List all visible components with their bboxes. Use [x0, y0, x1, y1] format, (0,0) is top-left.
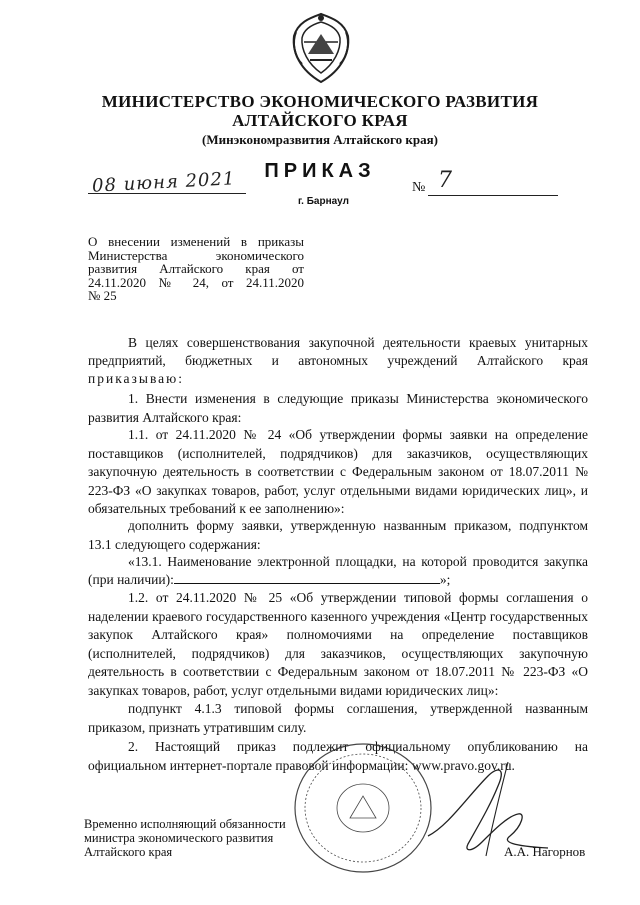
paragraph-1-1: 1.1. от 24.11.2020 № 24 «Об утверждении формы заявки на определение поставщиков (исполнителей, подрядчиков) для заказчиков, осуществляющих закупочную деятельность в соответствии с Федеральным законом от 18.07.2011 № 223-ФЗ «О закупках товаров, работ, услуг отдельными видами юридических лиц», и обязательных требований к ее заполнению»: — [88, 427, 588, 516]
number-underline — [428, 195, 558, 196]
paragraph-13-1-end: »; — [439, 572, 451, 587]
paragraph-1: 1. Внести изменения в следующие приказы Министерства экономического развития Алтайского края: — [88, 391, 588, 425]
coat-of-arms-icon — [288, 12, 354, 84]
order-number: 7 — [438, 168, 452, 193]
paragraph-2: 2. Настоящий приказ подлежит официальному опубликованию на официальном интернет-портале правовой информации: www.pravo.gov.ru. — [88, 739, 588, 773]
order-verb: приказываю: — [88, 371, 184, 386]
signatory-name: А.А. Нагорнов — [504, 844, 586, 859]
paragraph-13-1-start: (при наличии): — [88, 572, 174, 587]
document-title: ПРИКАЗ — [264, 160, 376, 182]
signatory-title-line2: министра экономического развития — [84, 831, 274, 845]
paragraph-13-1-line2 — [88, 571, 588, 590]
ministry-short-name: (Минэкономразвития Алтайского края) — [202, 132, 438, 147]
paragraph-preamble-line2: предприятий, бюджетных и автономных учреждений Алтайского края — [88, 353, 588, 368]
subject-line: 24.11.2020 № 24, от 24.11.2020 — [88, 274, 304, 290]
ministry-name-line2: АЛТАЙСКОГО КРАЯ — [232, 111, 408, 130]
ministry-name-line1: МИНИСТЕРСТВО ЭКОНОМИЧЕСКОГО РАЗВИТИЯ — [101, 92, 539, 111]
city: г. Барнаул — [298, 196, 349, 207]
subject-line: № 25 — [88, 288, 117, 303]
order-date: 08 июня 2021 — [91, 168, 236, 197]
paragraph-amendment-intro: дополнить форму заявки, утвержденную названным приказом, подпунктом 13.1 следующего содержания: — [88, 518, 588, 552]
subject-line: Министерства экономического — [88, 247, 304, 263]
order-number-label: № — [412, 180, 426, 195]
paragraph-1-2: 1.2. от 24.11.2020 № 25 «Об утверждении типовой формы соглашения о наделении краевого государственного казенного учреждения «Центр государственных закупок Алтайского края» полномочиями на определение поставщиков (исполнителей, подрядчиков) для заказчиков, осуществляющих закупочную деятельность в соответствии с Федеральным законом от 18.07.2011 № 223-ФЗ «О закупках товаров, работ, услуг отдельными видами юридических лиц»: — [88, 590, 588, 698]
signatory-title-line3: Алтайского края — [84, 845, 173, 859]
paragraph-preamble-line1: В целях совершенствования закупочной деятельности краевых унитарных — [128, 335, 588, 350]
subject-line: развития Алтайского края от — [88, 261, 304, 276]
paragraph-repeal: подпункт 4.1.3 типовой формы соглашения, утвержденной названным приказом, признать утратившим силу. — [88, 701, 588, 735]
signatory-title-line1: Временно исполняющий обязанности — [84, 817, 286, 831]
paragraph-13-1-line1: «13.1. Наименование электронной площадки, на которой проводится закупка — [128, 554, 588, 569]
order-subject — [88, 235, 304, 289]
date-underline — [88, 193, 246, 194]
blank-field — [174, 571, 440, 584]
subject-line: О внесении изменений в приказы — [88, 234, 304, 249]
